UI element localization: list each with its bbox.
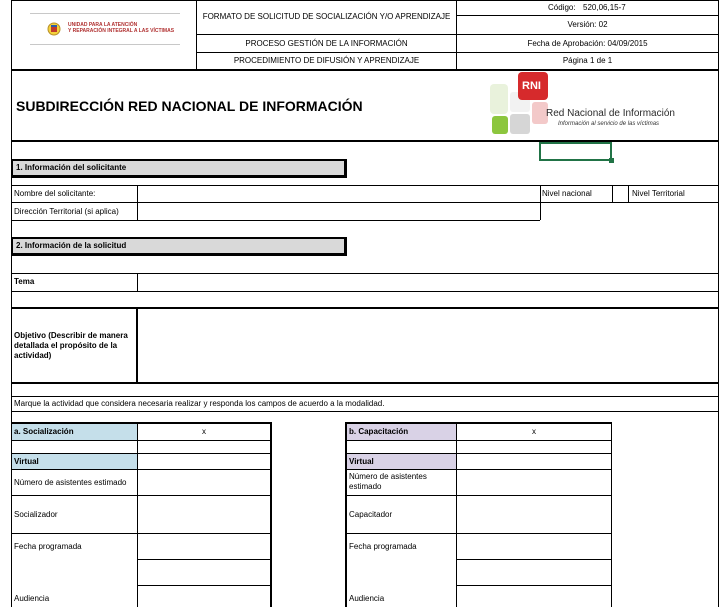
page-number: Página 1 de 1 (562, 56, 613, 65)
org-name-line1: UNIDAD PARA LA ATENCIÓN (68, 22, 138, 28)
code-label: Código: (548, 3, 576, 12)
capacitacion-date-input[interactable] (457, 534, 611, 559)
applicant-label: Nombre del solicitante: (14, 189, 96, 198)
socializacion-heading: a. Socialización (14, 427, 74, 436)
code-value: 520,06,15-7 (583, 3, 626, 12)
national-level-checkbox[interactable] (613, 186, 628, 202)
procedure-name: PROCEDIMIENTO DE DIFUSIÓN Y APRENDIZAJE (233, 56, 420, 65)
applicant-input[interactable] (138, 186, 540, 202)
socializacion-audience-input[interactable] (138, 586, 270, 607)
objective-label: Objetivo (Describir de manera detallada el propósito de la actividad) (14, 331, 128, 360)
socializador-input[interactable] (138, 496, 270, 533)
page-title: SUBDIRECCIÓN RED NACIONAL DE INFORMACIÓN (16, 98, 363, 114)
org-name-line2: Y REPARACIÓN INTEGRAL A LAS VÍCTIMAS (68, 28, 175, 34)
process-name: PROCESO GESTIÓN DE LA INFORMACIÓN (245, 39, 408, 48)
socializacion-date-input[interactable] (138, 534, 270, 559)
capacitador-input[interactable] (457, 496, 611, 533)
org-logo (30, 13, 185, 47)
capacitacion-audience-input[interactable] (457, 586, 611, 607)
capacitacion-mark[interactable]: x (532, 427, 536, 436)
rni-badge: RNI (522, 80, 541, 92)
rni-name: Red Nacional de Información (546, 108, 675, 119)
rni-logo (488, 72, 678, 138)
socializacion-date-label: Fecha programada (14, 542, 82, 551)
territorial-office-label: Dirección Territorial (si aplica) (14, 207, 119, 216)
socializacion-mode: Virtual (14, 457, 39, 466)
capacitacion-mode: Virtual (349, 457, 374, 466)
capacitacion-attendees-input[interactable] (457, 470, 611, 495)
capacitacion-heading: b. Capacitación (349, 427, 409, 436)
socializacion-mark[interactable]: x (202, 427, 206, 436)
national-level-label: Nivel nacional (542, 189, 592, 198)
socializacion-attendees-input[interactable] (138, 470, 270, 495)
version: Versión: 02 (567, 20, 608, 29)
coat-of-arms-icon (47, 22, 61, 36)
approval-date: Fecha de Aprobación: 04/09/2015 (527, 39, 648, 48)
topic-input[interactable] (138, 274, 718, 291)
socializacion-person-label: Socializador (14, 510, 58, 519)
form-title: FORMATO DE SOLICITUD DE SOCIALIZACIÓN Y/O APRENDIZAJE (202, 12, 451, 21)
section1-heading: 1. Información del solicitante (11, 159, 347, 178)
selected-cell[interactable] (539, 142, 612, 161)
capacitacion-date-label: Fecha programada (349, 542, 417, 551)
capacitacion-person-label: Capacitador (349, 510, 393, 519)
objective-input[interactable] (139, 310, 718, 382)
capacitacion-attendees-label: Número de asistentes estimado (349, 472, 427, 491)
section2-heading: 2. Información de la solicitud (11, 237, 347, 256)
topic-label: Tema (14, 277, 35, 286)
rni-tagline: Información al servicio de las víctimas (558, 121, 660, 127)
territorial-level-label: Nivel Territorial (632, 189, 685, 198)
activity-instructions: Marque la actividad que considera necesaria realizar y responda los campos de acuerdo a la modalidad. (14, 399, 385, 408)
socializacion-attendees-label: Número de asistentes estimado (14, 478, 127, 487)
capacitacion-audience-label: Audiencia (349, 594, 385, 603)
territorial-office-input[interactable] (138, 203, 540, 220)
socializacion-audience-label: Audiencia (14, 594, 50, 603)
